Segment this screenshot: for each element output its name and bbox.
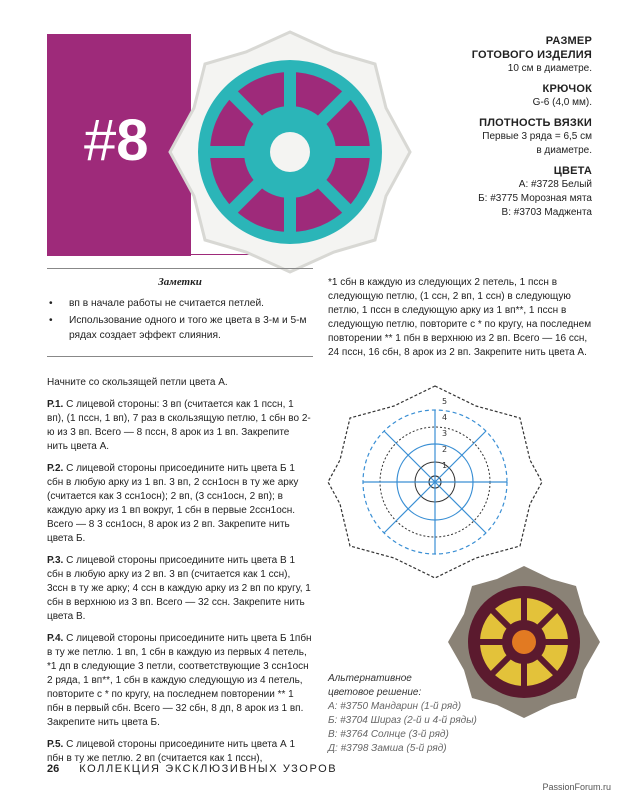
specs-panel bbox=[392, 34, 592, 220]
alt-title-2: цветовое решение: bbox=[328, 687, 422, 698]
pattern-intro: Начните со скользящей петли цвета А. bbox=[47, 377, 228, 388]
chart-row-labels bbox=[442, 397, 447, 470]
notes-box bbox=[47, 275, 313, 345]
row-1 bbox=[47, 398, 313, 454]
size-title-1: РАЗМЕР bbox=[545, 35, 592, 47]
notes-title: Заметки bbox=[158, 276, 202, 288]
row-5 bbox=[47, 738, 313, 766]
watermark: PassionForum.ru bbox=[542, 782, 611, 792]
color-c: В: #3703 Маджента bbox=[501, 207, 592, 218]
row-text: С лицевой стороны присоедините нить цвета В 1 сбн в любую арку из 2 вп. 3 вп (считается как 1 ссн), 3ссн в ту же арку; 4 ссн в каждую арку из 2 вп по кругу, 1 сбн в верхнюю из 3 вп. Всего — 32 ссн. Закрепите нить цвета В. bbox=[47, 555, 311, 622]
gauge-title: ПЛОТНОСТЬ ВЯЗКИ bbox=[479, 117, 592, 129]
number-digit: 8 bbox=[116, 108, 149, 173]
pattern-instructions bbox=[47, 376, 313, 774]
alt-color-item: Б: #3704 Шираз (2-й и 4-й ряды) bbox=[328, 715, 477, 726]
alt-color-item: Д: #3798 Замша (5-й ряд) bbox=[328, 743, 447, 754]
footer bbox=[47, 763, 337, 775]
hook-value: G-6 (4,0 мм). bbox=[532, 97, 592, 108]
chart-label-3: 3 bbox=[442, 429, 448, 438]
pattern-number bbox=[84, 108, 149, 173]
main-photo bbox=[160, 22, 420, 282]
row-4 bbox=[47, 632, 313, 730]
row-label: Р.4. bbox=[47, 633, 64, 644]
notes-top-rule bbox=[47, 268, 313, 269]
pattern-continuation: *1 сбн в каждую из следующих 2 петель, 1 пссн в следующую петлю, (1 ссн, 2 вп, 1 ссн) в следующую петлю, 1 пссн в следующую арку из 1 вп**, 1 пссн в следующую петлю, повторите с * по кругу, на последнем повторении ** 1 пбн в верхнюю из 2 вп. Всего — 16 ссн, 24 пссн, 16 сбн, 8 арок из 2 вп. Закрепите нить цвета А. bbox=[328, 277, 592, 358]
chart-label-2: 2 bbox=[442, 445, 448, 454]
alt-title-1: Альтернативное bbox=[328, 673, 412, 684]
size-value: 10 см в диаметре. bbox=[507, 63, 592, 74]
chart-label-1: 1 bbox=[442, 461, 448, 470]
row-label: Р.5. bbox=[47, 739, 64, 750]
notes-bottom-rule bbox=[47, 356, 313, 357]
colors-title: ЦВЕТА bbox=[553, 165, 592, 177]
chart-label-4: 4 bbox=[442, 413, 448, 422]
alt-colors bbox=[328, 672, 528, 756]
alt-center bbox=[512, 630, 536, 654]
footer-title: КОЛЛЕКЦИЯ ЭКСКЛЮЗИВНЫХ УЗОРОВ bbox=[79, 763, 338, 775]
row-label: Р.2. bbox=[47, 463, 64, 474]
color-b: Б: #3775 Морозная мята bbox=[478, 193, 592, 204]
chart-label-5: 5 bbox=[442, 397, 448, 406]
page-number: 26 bbox=[47, 763, 60, 775]
chart-spokes bbox=[363, 410, 507, 554]
crochet-chart bbox=[324, 382, 546, 582]
row-text: С лицевой стороны присоедините нить цвета Б 1 сбн в любую арку из 1 вп. 3 вп, 2 ссн1осн в ту же арку (считается как 3 ссн1осн); 2 вп, (3 ссн1осн, 2 вп); в каждую арку из 1 вп вокруг, 1 сбн в первые 2ссн1осн. Всего — 8 3 ссн1осн, 8 арок из 2 вп. Закрепите нить цвета Б. bbox=[47, 463, 299, 544]
size-title-2: ГОТОВОГО ИЗДЕЛИЯ bbox=[471, 49, 592, 61]
alt-color-item: А: #3750 Мандарин (1-й ряд) bbox=[328, 701, 462, 712]
row-label: Р.3. bbox=[47, 555, 64, 566]
row-label: Р.1. bbox=[47, 399, 64, 410]
row-2 bbox=[47, 462, 313, 546]
notes-list bbox=[47, 296, 313, 343]
row-text: С лицевой стороны: 3 вп (считается как 1 пссн, 1 вп), (1 пссн, 1 вп), 7 раз в скользящую петлю, 1 сбн во 2-ю из 3 вп. Всего — 8 пссн, 8 арок из 1 вп. Закрепите нить цвета А. bbox=[47, 399, 311, 452]
color-a: А: #3728 Белый bbox=[518, 179, 592, 190]
row-text: С лицевой стороны присоедините нить цвета А 1 пбн в ту же петлю. 2 вп (считается как 1 пссн), bbox=[47, 739, 296, 764]
white-center bbox=[270, 132, 310, 172]
number-hash: # bbox=[84, 108, 117, 173]
gauge-value-2: в диаметре. bbox=[536, 145, 592, 156]
notes-item: • Использование одного и того же цвета в 3-м и 5-м рядах создает эффект слияния. bbox=[47, 313, 313, 343]
alt-color-item: В: #3764 Солнце (3-й ряд) bbox=[328, 729, 449, 740]
hook-title: КРЮЧОК bbox=[542, 83, 592, 95]
notes-item: • вп в начале работы не считается петлей. bbox=[47, 296, 313, 311]
row-3 bbox=[47, 554, 313, 624]
row-text: С лицевой стороны присоедините нить цвета Б 1пбн в ту же петлю. 1 вп, 1 сбн в каждую из первых 4 петель, *1 дп в следующие 3 петли, соответствующие 3 ссн1осн 2 ряда, 1 вп**, 1 сбн в каждую следующую из 4 петель, повторите с * по кругу, на последнем повторении ** 1 пбн в первый сбн. Всего — 32 сбн, 8 дп, 8 арок из 1 вп. Закрепите нить цвета Б. bbox=[47, 633, 312, 728]
gauge-value-1: Первые 3 ряда = 6,5 см bbox=[482, 131, 592, 142]
